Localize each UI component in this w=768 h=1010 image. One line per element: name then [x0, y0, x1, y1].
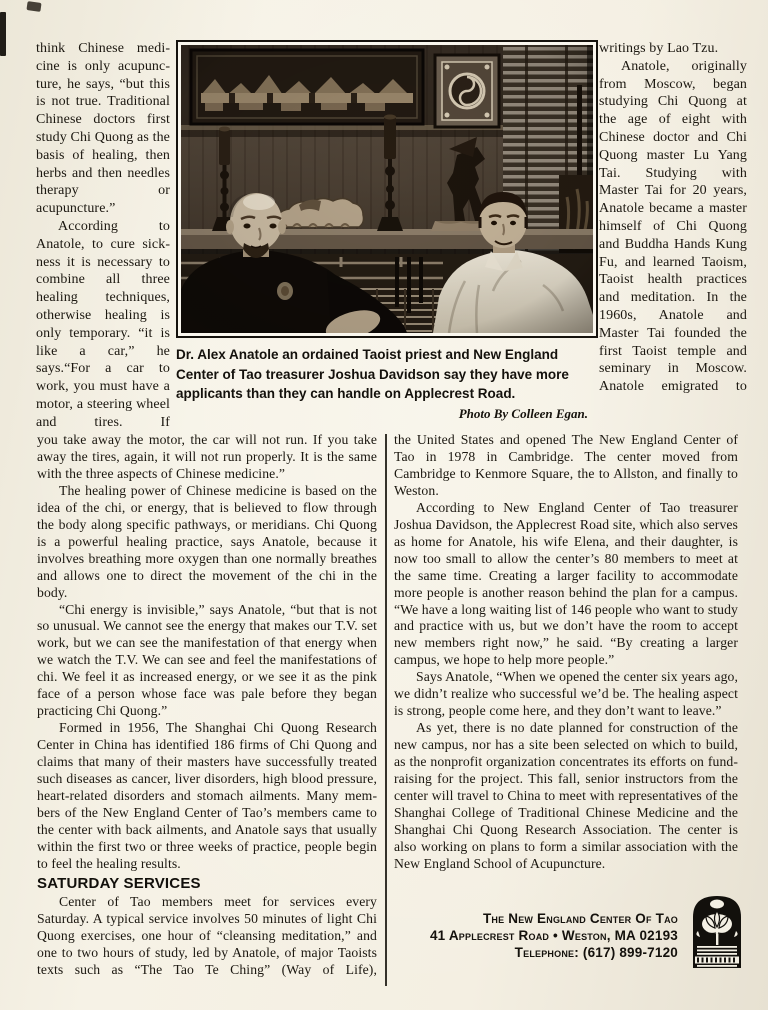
photo-illustration [181, 45, 593, 333]
right-column [599, 40, 747, 433]
scan-artifact [26, 1, 41, 12]
scan-artifact [0, 12, 6, 56]
photo-figure [176, 40, 598, 422]
paragraph: According to Anatole, to cure sickness it is necessary to combine all three healing techniques, otherwise healing is only temporary. “it is like a car,” he says.“For a car to work, you must have a motor, a steering wheel and tires. If [36, 218, 170, 430]
footer-address-block [398, 893, 686, 961]
paragraph: the United States and opened The New England Center of Tao in 1978 in Cambridge. The center moved from Cambridge to Kenmore Square, the to Allston, and finally to Weston. [394, 432, 738, 498]
paragraph: According to New England Center of Tao treasurer Joshua Davidson, the Applecrest Road site, which also serves as home for Anatole, his wife Elena, and their daughter, is now too small to allow the center’s 80 members to meet at the same time. Creating a larger facility to accommodate more people is another reason behind the plan for a campus. “We have a long waiting list of 146 people who want to study and practice with us, but we don’t have the room to accept new members right now,” he said. “By creating a larger campus, we hope to help more people.” [394, 499, 738, 668]
paragraph: writings by Lao Tzu. [599, 41, 719, 56]
photo-credit: Photo By Colleen Egan. [458, 405, 588, 421]
paragraph: Center of Tao members meet for services every Saturday. A typical service involves 50 minutes of light Chi Quong exercises, one hour of “cleansing meditation,” and one to two hours of study, led by Anatole, of major Taoists texts such as “The Tao Te Ching” (Way of Life), [37, 893, 377, 977]
column-divider [385, 434, 387, 986]
saturday-services-heading: SATURDAY SERVICES [37, 874, 201, 892]
left-column [36, 40, 170, 433]
paragraph: you take away the motor, the car will not run. If you take away the tires, again, it will not run properly. It is the same with the three aspects of Chinese medicine.” [37, 432, 377, 481]
footer [398, 893, 748, 975]
paragraph: The healing power of Chinese medicine is based on the idea of the chi, or energy, that is believed to flow through the body along specific pathways, or meridians. Chi Quong is a powerful healing practice, says Anatole, because it involves breathing more oxygen than one normally breathes and allows one to direct the movement of the chi in the body. [37, 482, 377, 600]
paragraph: Formed in 1956, The Shanghai Chi Quong Research Center in China has identified 186 firms of Chi Quong and claims that many of their masters have successfully treated such diseases as cancer, liver disorders, high blood pressure, heart-related disorders and stomach ailments. Many members of the New England Center of Tao’s members came to the center with back ailments, and Anatole says that usually within the first two or three weeks of practice, people begin to feel the healing results. [37, 720, 377, 871]
bottom-left-column [37, 432, 377, 989]
paragraph: think Chinese medicine is only acupuncture, he says, “but this is not true. Traditional Chinese doctors first study Chi Quong as the basis of healing, then herbs and then needles therapy or acupuncture.” [36, 41, 170, 217]
footer-phone: Telephone: (617) 899-7120 [514, 945, 678, 960]
footer-address: 41 Applecrest Road • Weston, MA 02193 [429, 928, 678, 943]
footer-name: The New England Center Of Tao [482, 911, 678, 926]
paragraph: Says Anatole, “When we opened the center six years ago, we didn’t realize who successful we’d be. The healing aspect is strong, people come here, and they don’t want to leave.” [394, 669, 738, 719]
photo [176, 40, 598, 338]
paragraph: As yet, there is no date planned for construction of the new campus, nor has a site been selected on which to build, as the nonprofit organization concentrates its efforts on fund-raising for the project. This fall, senior instructors from the center will travel to China to meet with representatives of the Shanghai College of Traditional Chinese Medicine and the Shanghai Chi Quong Research Association. The center is also working on plans to form a similar association with the New England School of Acupuncture. [394, 720, 738, 871]
photo-caption: Dr. Alex Anatole an ordained Taoist priest and New England Center of Tao treasurer Joshua Davidson say they have more applicants than they can handle on Applecrest Road. [176, 347, 569, 401]
paragraph: Anatole, originally from Moscow, began studying Chi Quong at the age of eight with Chinese doctor and Chi Quong master Lu Yang Tai. Studying with Master Tai for 20 years, Anatole became a master himself of Chi Quong and Buddha Hands Kung Fu, and learned Taoism, Taoist health practices and meditation. In the 1960s, Anatole and Master Tai founded the first Taoist temple and seminary in Moscow. Anatole emigrated to [599, 58, 747, 395]
lotus-logo-icon [686, 893, 748, 971]
paragraph: “Chi energy is invisible,” says Anatole, “but that is not so unusual. We cannot see the energy that makes our T.V. set work, but we can see the manifestation of that energy when we watch the T.V. We can see and feel the manifestations of chi. We feel it as increased energy, or we see it as the pink face of a person whose face was pale before they began practicing Chi Quong.” [37, 601, 377, 719]
